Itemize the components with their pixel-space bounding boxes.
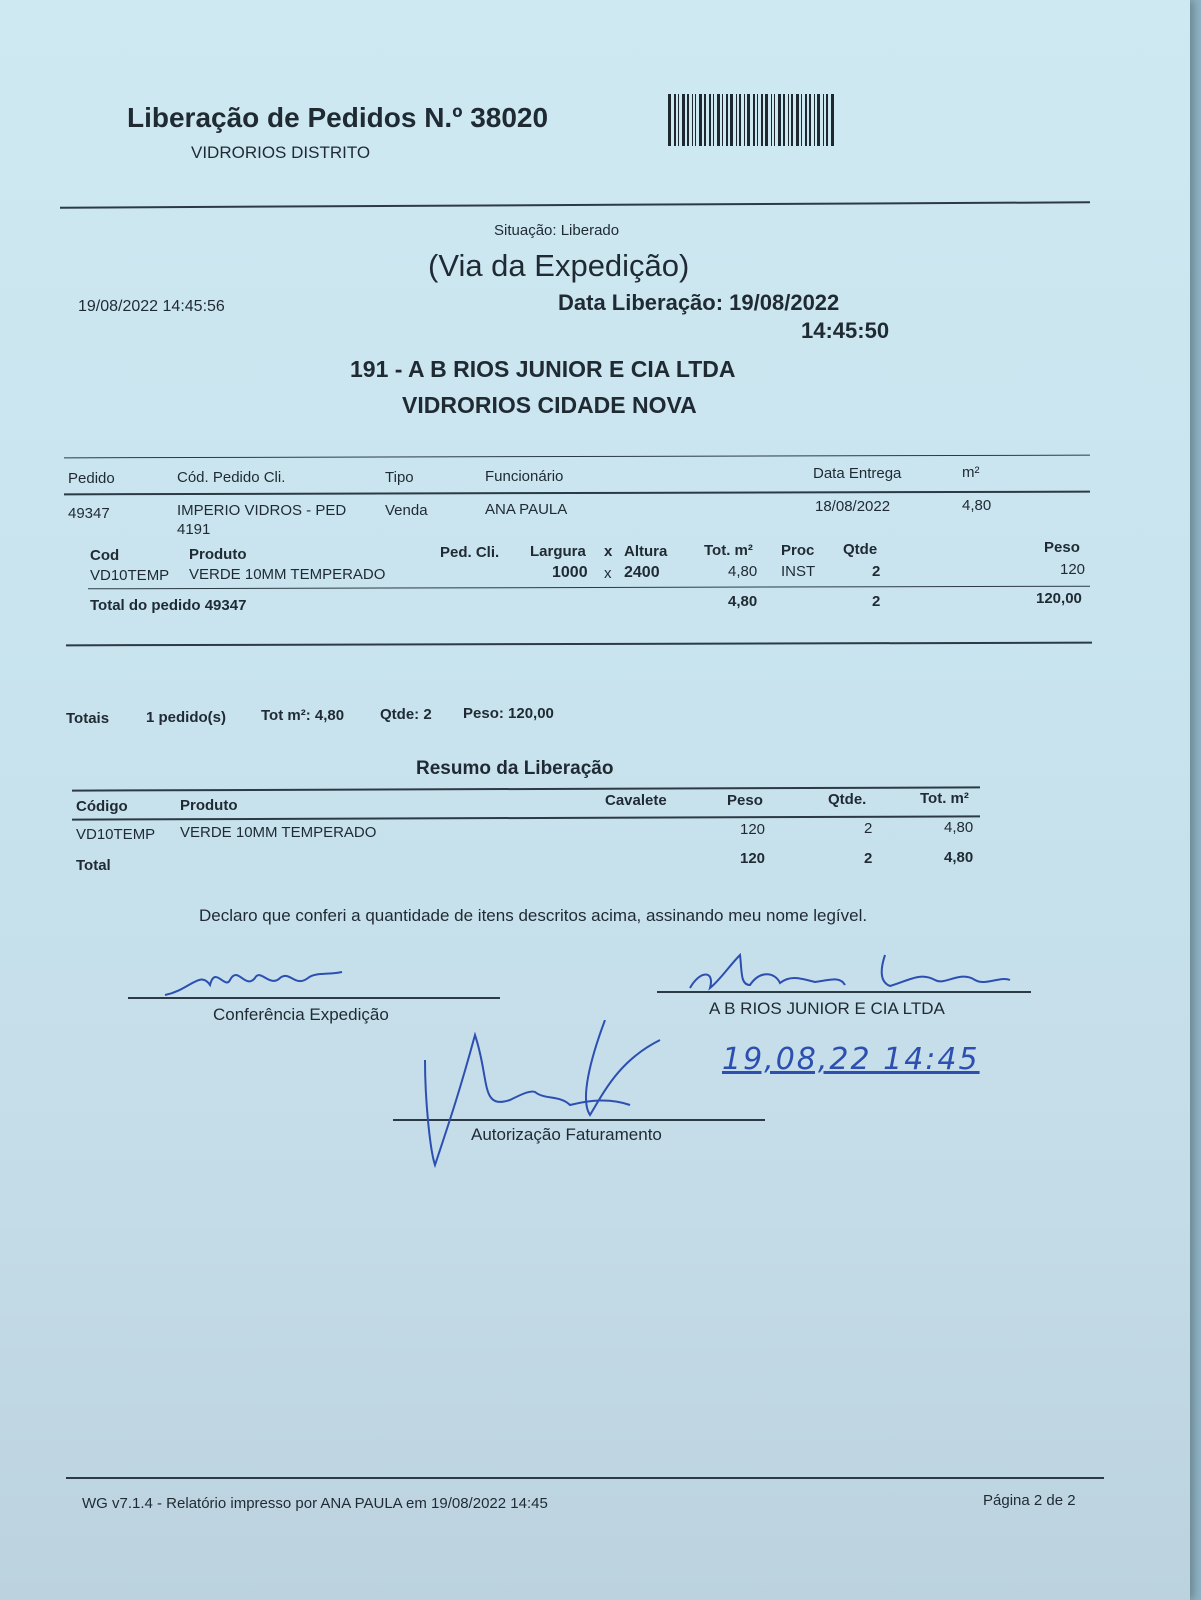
col-header-pedido: Pedido [68, 470, 115, 487]
barcode-bar [783, 94, 785, 146]
barcode-bar [791, 94, 793, 146]
signature-conferencia [160, 960, 350, 1000]
order-total-m2: 4,80 [728, 593, 758, 610]
summary-code: VD10TEMP [76, 826, 156, 843]
summary-m2: 4,80 [944, 819, 974, 836]
col-header-tipo: Tipo [385, 469, 414, 486]
client-branch: VIDRORIOS CIDADE NOVA [402, 392, 697, 418]
col-header-m2: m² [962, 464, 980, 481]
barcode-bar [674, 94, 676, 146]
signature-label-autorizacao: Autorização Faturamento [471, 1125, 662, 1144]
totals-m2: Tot m²: 4,80 [261, 707, 345, 724]
printed-timestamp: 19/08/2022 14:45:56 [78, 298, 225, 315]
barcode-bar [736, 94, 737, 146]
divider [64, 491, 1090, 496]
declaration-text: Declaro que conferi a quantidade de itens descritos acima, assinando meu nome legível. [199, 906, 868, 925]
barcode-bar [814, 94, 815, 146]
barcode-bar [704, 94, 706, 146]
totals-orders: 1 pedido(s) [146, 709, 227, 726]
summary-total-weight: 120 [740, 850, 766, 867]
item-header-peso: Peso [1044, 539, 1080, 556]
item-header-x: x [604, 543, 613, 560]
signature-cliente [680, 950, 1020, 995]
handwritten-date: 19,08,22 14:45 [722, 1042, 980, 1077]
summary-total-qty: 2 [864, 850, 873, 867]
order-total-weight: 120,00 [1036, 590, 1082, 607]
barcode-bar [692, 94, 693, 146]
barcode-bar [774, 94, 775, 146]
summary-header-tot-m2: Tot. m² [920, 790, 969, 807]
summary-total-m2: 4,80 [944, 849, 974, 866]
barcode-bar [687, 94, 689, 146]
item-qty: 2 [872, 563, 881, 580]
barcode-bar [805, 94, 807, 146]
divider [64, 455, 1090, 459]
summary-total-label: Total [76, 857, 111, 874]
signature-autorizacao [420, 1020, 680, 1170]
barcode-bar [722, 94, 723, 146]
barcode-bar [726, 94, 728, 146]
summary-weight: 120 [740, 821, 766, 838]
barcode-bar [695, 94, 696, 146]
barcode-bar [788, 94, 789, 146]
summary-title: Resumo da Liberação [416, 758, 614, 779]
company-subtitle: VIDRORIOS DISTRITO [191, 143, 371, 162]
barcode-bar [730, 94, 733, 146]
client-order-code-2: 4191 [177, 521, 211, 538]
item-header-largura: Largura [530, 543, 586, 560]
barcode-bar [778, 94, 781, 146]
barcode-bar [765, 94, 768, 146]
barcode-bar [826, 94, 828, 146]
item-header-produto: Produto [189, 546, 247, 563]
barcode-bar [717, 94, 720, 146]
signature-label-cliente: A B RIOS JUNIOR E CIA LTDA [709, 999, 945, 1018]
totals-label: Totais [66, 710, 110, 727]
item-tot-m2: 4,80 [728, 563, 758, 580]
order-total-label: Total do pedido 49347 [90, 597, 247, 614]
divider [66, 1477, 1104, 1479]
item-header-cod: Cod [90, 547, 120, 564]
footer-left: WG v7.1.4 - Relatório impresso por ANA PAULA em 19/08/2022 14:45 [82, 1495, 548, 1512]
divider [66, 642, 1092, 647]
barcode-bar [739, 94, 741, 146]
barcode-bar [678, 94, 679, 146]
barcode-bar [682, 94, 685, 146]
barcode-graphic [668, 94, 852, 146]
divider [88, 586, 1090, 590]
barcode-bar [761, 94, 763, 146]
via-label: (Via da Expedição) [428, 248, 690, 283]
item-code: VD10TEMP [90, 567, 170, 584]
signature-label-conferencia: Conferência Expedição [213, 1005, 389, 1024]
page-title: Liberação de Pedidos N.º 38020 [127, 102, 549, 133]
item-product: VERDE 10MM TEMPERADO [189, 566, 386, 583]
divider [72, 815, 980, 820]
divider [60, 201, 1090, 208]
item-height: 2400 [624, 564, 660, 581]
barcode-bar [699, 94, 702, 146]
summary-header-qtde: Qtde. [828, 791, 867, 808]
item-header-ped-cli: Ped. Cli. [440, 544, 500, 561]
item-header-proc: Proc [781, 542, 815, 559]
item-header-tot-m2: Tot. m² [704, 542, 753, 559]
order-type: Venda [385, 502, 428, 519]
summary-header-produto: Produto [180, 797, 238, 814]
summary-qty: 2 [864, 820, 873, 837]
barcode-bar [713, 94, 714, 146]
item-x: x [604, 565, 612, 582]
client-order-code: IMPERIO VIDROS - PED [177, 502, 347, 519]
col-header-cod-cli: Cód. Pedido Cli. [177, 469, 286, 486]
summary-header-cavalete: Cavalete [605, 792, 667, 809]
barcode-bar [809, 94, 811, 146]
barcode-bar [747, 94, 750, 146]
page-number: Página 2 de 2 [983, 1492, 1076, 1509]
barcode-bar [668, 94, 671, 146]
client-name: 191 - A B RIOS JUNIOR E CIA LTDA [350, 356, 736, 382]
barcode-bar [831, 94, 834, 146]
item-header-qtde: Qtde [843, 541, 878, 558]
col-header-funcionario: Funcionário [485, 468, 564, 485]
order-total-qty: 2 [872, 593, 881, 610]
barcode-bar [817, 94, 820, 146]
barcode-bar [709, 94, 711, 146]
item-weight: 120 [1060, 561, 1086, 578]
release-date: Data Liberação: 19/08/2022 [558, 290, 840, 315]
employee-name: ANA PAULA [485, 501, 568, 518]
barcode-bar [823, 94, 824, 146]
item-proc: INST [781, 563, 816, 580]
totals-weight: Peso: 120,00 [463, 705, 554, 722]
barcode-bar [801, 94, 802, 146]
totals-qty: Qtde: 2 [380, 706, 432, 723]
barcode-bar [753, 94, 755, 146]
order-number: 49347 [68, 505, 110, 522]
summary-header-peso: Peso [727, 792, 763, 809]
item-header-altura: Altura [624, 543, 668, 560]
barcode-bar [744, 94, 745, 146]
barcode-bar [796, 94, 799, 146]
summary-header-codigo: Código [76, 798, 128, 815]
delivery-date: 18/08/2022 [815, 498, 891, 515]
order-m2: 4,80 [962, 497, 992, 514]
summary-product: VERDE 10MM TEMPERADO [180, 824, 377, 841]
col-header-data-entrega: Data Entrega [813, 465, 902, 482]
status-text: Situação: Liberado [494, 222, 620, 239]
item-width: 1000 [552, 564, 588, 581]
barcode-bar [757, 94, 758, 146]
barcode-bar [771, 94, 772, 146]
release-time: 14:45:50 [801, 318, 890, 343]
